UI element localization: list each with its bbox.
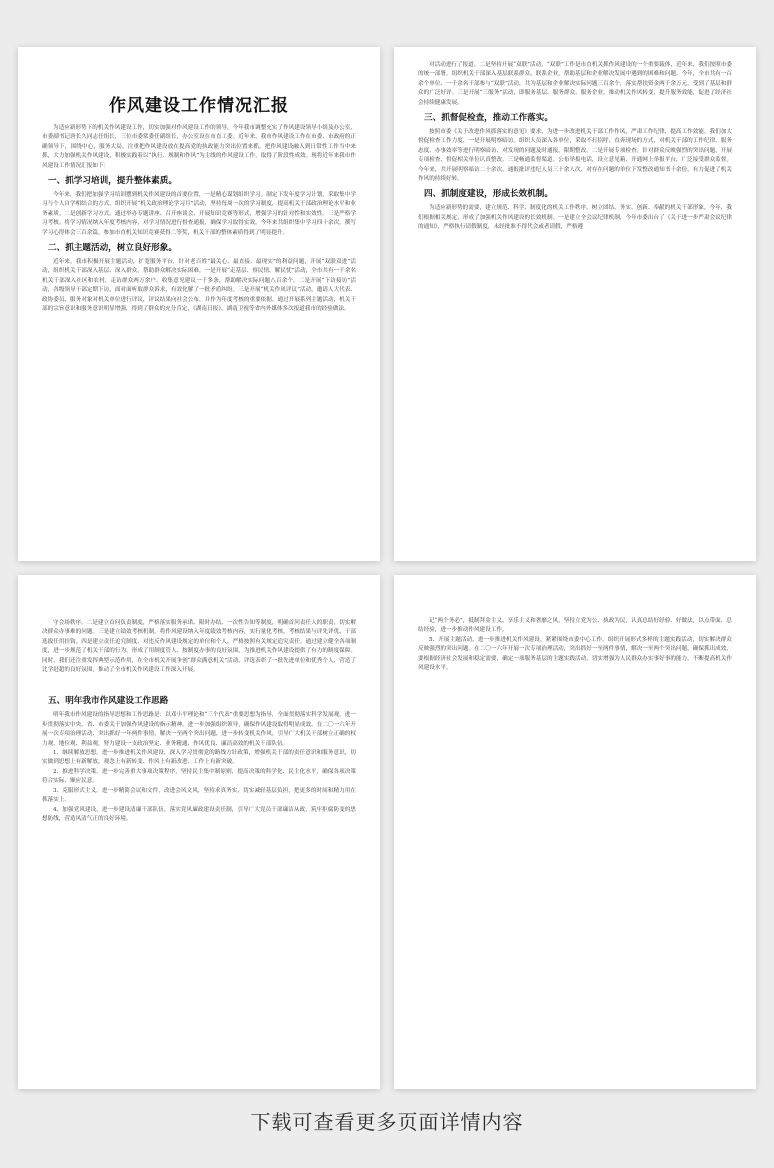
paragraph: 近年来，我市积极开展主题活动，扩宽服务平台，针对老百姓“最关心、最直接、最现实”的利益问题，开展“双联双进”活动，组织机关干部深入基层、深入群众，帮助群众解决实际困难。一是开展“走基层、察民情、解民忧”活动，全市共有一千余名机关干部深入社区和农村，走访群众两万余户，收集意见建议一千多条，帮助解决实际问题八百余个。二是开展“下访接访”活动，各级领导干部定期下访，面对面听取群众诉求，有效化解了一批矛盾纠纷。三是开展“机关作风评议”活动，邀请人大代表、政协委员、服务对象对机关单位进行评议，评议结果向社会公布，并作为年度考核的重要依据。通过开展系列主题活动，机关干部的宗旨意识和服务意识明显增强，得到了群众的充分肯定，《湖南日报》、湖南卫视等省内外媒体多次报道我市的经验做法。: [42, 259, 356, 313]
section-heading: 五、明年我市作风建设工作思路: [48, 696, 169, 707]
paragraph: 记“两个务必”，抵制拜金主义、享乐主义和奢靡之风，坚持立党为公、执政为民，认真总结好经验、好做法，以点带面，总结经验，进一步推动作风建设工作。: [418, 618, 732, 634]
paragraph: 2、推进科学决策。进一步完善重大事项决策程序，坚持民主集中制原则，提高决策的科学化、民主化水平，确保各项决策符合实际、顺应民意。: [42, 768, 356, 785]
paragraph: 明年我市作风建设的指导思想和工作思路是：以邓小平理论和“三个代表”重要思想为指导，全面贯彻落实科学发展观，进一步贯彻落实中央、省、市委关于加强作风建设的指示精神，进一步加强组织领导，确保作风建设取得明显成效。在二〇一六年开展一次专项治理活动，突出抓好一年两件事情，解决一至两个突出问题，进一步转变机关作风，引导广大机关干部树立正确的权力观、地位观、利益观，努力建设一支政治坚定、业务精通、作风优良、廉洁高效的机关干部队伍。: [42, 712, 356, 747]
paragraph: 为适应新形势的需要，建立规范、科学、制度化的机关工作秩序，树立团结、务实、创新、奉献的机关干部形象，今年，我们根据相关规定，形成了加强机关作风建设的长效机制。一是建立全会议纪律机制，今年市委出台了《关于进一步严肃会议纪律的通知》，严格执行请假制度，未经批准不得代会或者请假，严格遵: [418, 205, 732, 231]
paragraph: 守会场秩序。二是建立首问负责制度，严格落实服务承诺、限时办结、一次性告知等制度，明确首问责任人的职责，切实解决群众办事难的问题。三是建立绩效考核机制，将作风建设纳入年度绩效考核内容，实行量化考核，考核结果与评先评优、干部选拔任用挂钩。四是建立责任追究制度，对违反作风建设规定的单位和个人，严格按照有关规定追究责任。通过建立健全各项制度，进一步规范了机关干部的行为，形成了用制度管人、按制度办事的良好氛围，为推进机关作风建设提供了有力的制度保障。同时，我们还注重发挥典型示范作用，在全市机关开展争创“群众满意机关”活动，评选表彰了一批先进单位和优秀个人，营造了比学赶超的良好氛围，推动了全市机关作风建设工作深入开展。: [42, 620, 356, 674]
document-page-2: [394, 47, 756, 561]
document-page-1: [18, 47, 380, 561]
section-spacer: [42, 675, 356, 691]
paragraph: 3、克服形式主义。进一步精简会议和文件，改进会风文风，坚持求真务实，切实减轻基层负担，把更多的时间和精力用在抓落实上。: [42, 787, 356, 804]
paragraph: 按照市委《关于改进作风抓落实的意见》要求，为进一步改进机关干部工作作风，严肃工作纪律，提高工作效能，我们加大督促检查工作力度，一是开展明察暗访。组织人员深入各单位，采取不打招呼、直奔现场的方式，对机关干部的工作纪律、服务态度、办事效率等进行明察暗访，对发现的问题及时通报，限期整改。二是开展专项检查。针对群众反映强烈的突出问题，开展专项检查，督促相关单位认真整改。三是畅通监督渠道。公布举报电话，设立意见箱，开通网上举报平台，广泛接受群众监督。今年来，共开展明察暗访二十余次，通报批评违纪人员三十余人次，对存在问题的单位下发整改通知书十余份，有力促进了机关作风的持续好转。: [418, 129, 732, 183]
document-page-4: [394, 575, 756, 1089]
section-heading: 四、抓制度建设，形成长效机制。: [424, 189, 553, 200]
document-title: 作风建设工作情况汇报: [109, 96, 289, 116]
section-heading: 三、抓督促检查，推动工作落实。: [424, 113, 553, 124]
paragraph: 为适应新形势下的机关作风建设工作，切实加强对作风建设工作的领导，今年我市调整充实了作风建设领导小组及办公室，市委副书记唐长久同志任组长，三位市委常委任副组长，办公室设在市直工委。近年来，我市作风建设工作在市委、市政府的正确领导下，围绕中心，服务大局，注重把作风建设放在提高党的执政能力突出位置来抓，把作风建设融入到日常性工作当中来抓，大力加强机关作风建设，积极实践着以“执行、规制和作风”为主线的作风建设工作，取得了阶段性成效。现将近年来我市作风建设工作情况汇报如下：: [42, 125, 356, 169]
paragraph: 今年来，我们把加强学习培训摆到机关作风建设的首要位置，一是精心谋划组织学习。制定下发年度学习计划，采取集中学习与个人自学相结合的方式，组织开展“机关政治理论学习月”活动，坚持每周一次的学习制度，提高机关干部政治理论水平和业务素质。二是创新学习方式。通过举办专题讲座、召开座谈会、开展知识竞赛等形式，增强学习的针对性和实效性。三是严格学习考核。将学习情况纳入年度考核内容，对学习情况进行督查通报，确保学习取得实效。今年来共组织集中学习四十余次，撰写学习心得体会三百余篇，参加市直机关知识竞赛获得二等奖，机关干部的整体素质得到了明显提升。: [42, 192, 356, 236]
paragraph: 1、继续解放思想。进一步推进机关作风建设，深入学习贯彻党的路线方针政策，增强机关干部的责任意识和服务意识，切实做到思想上有新解放、观念上有新转变、作风上有新改进、工作上有新突破。: [42, 750, 356, 766]
section-heading: 一、抓学习培训，提升整体素质。: [48, 176, 177, 187]
section-heading: 二、抓主题活动，树立良好形象。: [48, 243, 177, 254]
download-more-caption: 下载可查看更多页面详情内容: [250, 1110, 524, 1134]
paragraph: 对活动进行了报道。二是坚持开展“双联”活动，“双联”工作是市直机关抓作风建设的一个重要载体，近年来，我们按照市委的统一部署，组织机关干部深入基层联系群众、联系企业，帮助基层和企业解决发展中遇到的困难和问题。今年，全市共有一百余个单位、一千余名干部参与“双联”活动，共为基层和企业解决实际问题三百余个，落实帮扶资金两千余万元，受到了基层和群众的广泛好评。三是开展“三服务”活动，即服务基层、服务群众、服务企业，推动机关作风转变，提升服务效能，促进了经济社会持续健康发展。: [418, 62, 732, 106]
document-page-3: [18, 575, 380, 1089]
paragraph: 4、加强党风建设，进一步建设清廉干部队伍，落实党风廉政建设责任制，引导广大党员干部廉洁从政，筑牢拒腐防变的思想防线，营造风清气正的良好环境。: [42, 806, 356, 822]
paragraph: 5、开展主题活动，进一步推进机关作风建设。紧紧围绕市委中心工作，组织开展形式多样的主题实践活动，切实解决群众反映强烈的突出问题。在二〇一六年开展一次专项治理活动，突出抓好一至两件事情，解决一至两个突出问题，确保抓出成效，要根据经济社会发展和稳定需要，确定一项服务基层的主题实践活动，切实增强为人民群众办实事好事的能力，不断提高机关作风建设水平。: [418, 636, 732, 672]
